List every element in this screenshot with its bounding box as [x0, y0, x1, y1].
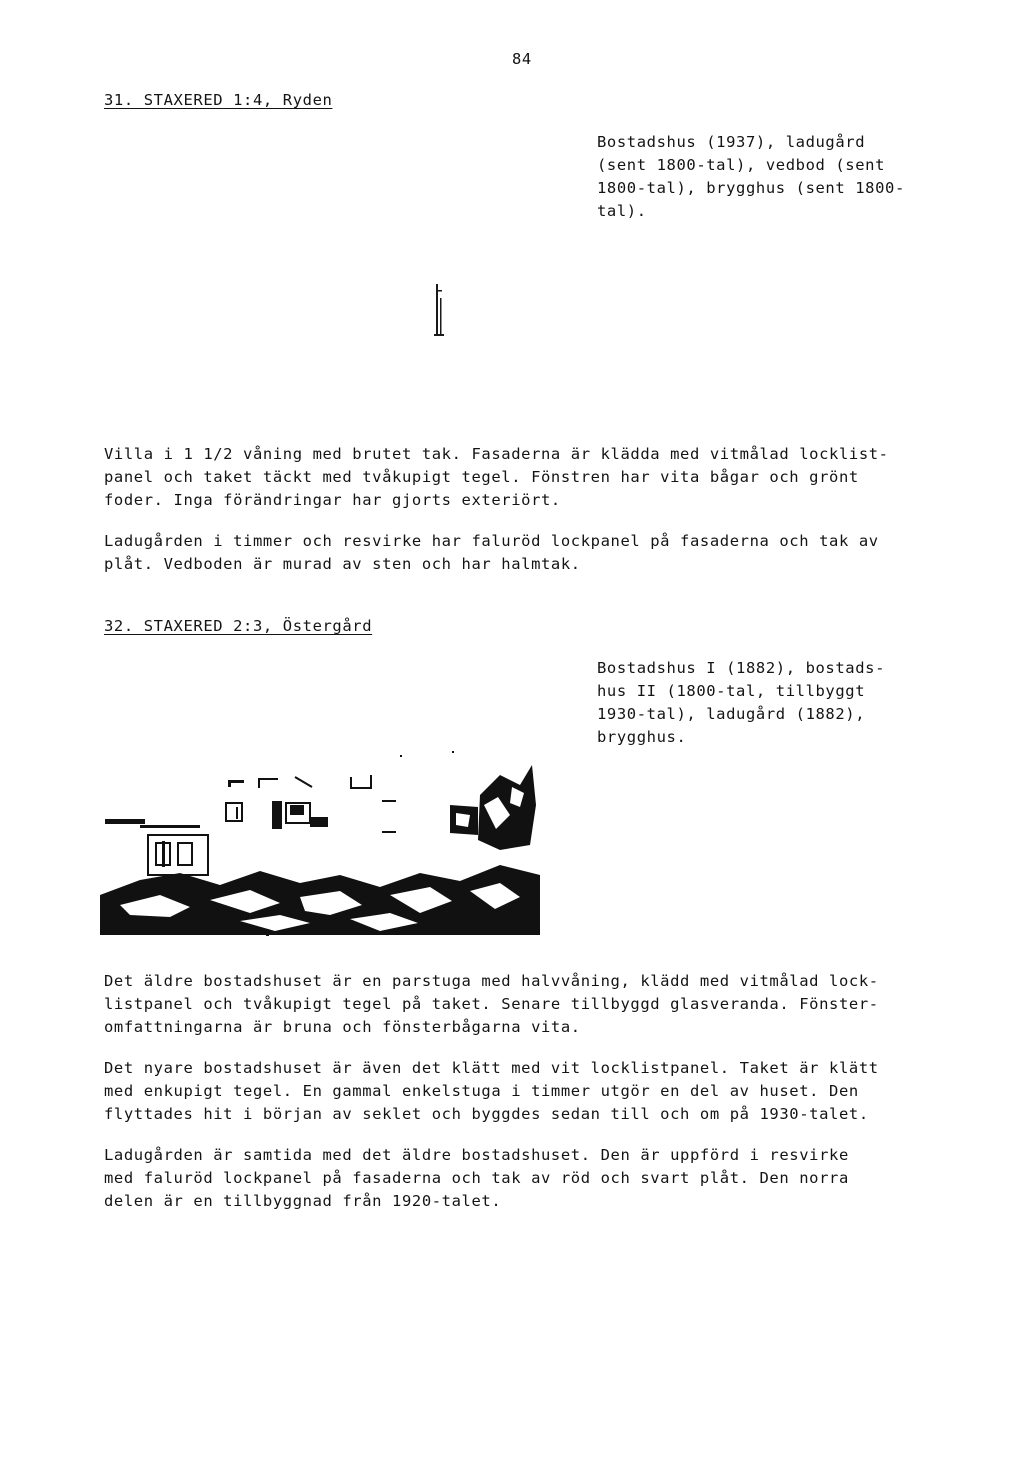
- farmstead-photo: [100, 745, 540, 945]
- summary-line: (sent 1800-tal), vedbod (sent: [597, 156, 886, 174]
- text-line: delen är en tillbyggnad från 1920-talet.: [104, 1192, 502, 1210]
- text-line: panel och taket täckt med tvåkupigt tegel. Fönstren har vita bågar och grönt: [104, 468, 859, 486]
- summary-line: Bostadshus (1937), ladugård: [597, 133, 866, 151]
- photo-entry-31: [380, 260, 500, 370]
- summary-line: tal).: [597, 202, 647, 220]
- text-line: foder. Inga förändringar har gjorts exteriört.: [104, 491, 561, 509]
- entry-31-heading: 31. STAXERED 1:4, Ryden: [104, 91, 333, 109]
- photo-entry-32: [100, 745, 540, 945]
- summary-line: hus II (1800-tal, tillbyggt: [597, 682, 866, 700]
- page-number: 84: [512, 50, 532, 68]
- text-line: listpanel och tvåkupigt tegel på taket. Senare tillbyggd glasveranda. Fönster-: [104, 995, 879, 1013]
- photo-remnant-marks: [380, 260, 500, 370]
- text-line: Det nyare bostadshuset är även det klätt med vit locklistpanel. Taket är klätt: [104, 1059, 879, 1077]
- text-line: Villa i 1 1/2 våning med brutet tak. Fasaderna är klädda med vitmålad locklist-: [104, 445, 889, 463]
- text-line: flyttades hit i början av seklet och byggdes sedan till och om på 1930-talet.: [104, 1105, 869, 1123]
- text-line: Ladugården är samtida med det äldre bostadshuset. Den är uppförd i resvirke: [104, 1146, 849, 1164]
- summary-line: 1930-tal), ladugård (1882),: [597, 705, 866, 723]
- text-line: omfattningarna är bruna och fönsterbågarna vita.: [104, 1018, 581, 1036]
- text-line: plåt. Vedboden är murad av sten och har halmtak.: [104, 555, 581, 573]
- summary-line: 1800-tal), brygghus (sent 1800-: [597, 179, 905, 197]
- text-line: med faluröd lockpanel på fasaderna och tak av röd och svart plåt. Den norra: [104, 1169, 849, 1187]
- text-line: Ladugården i timmer och resvirke har faluröd lockpanel på fasaderna och tak av: [104, 532, 879, 550]
- summary-line: Bostadshus I (1882), bostads-: [597, 659, 886, 677]
- entry-32-heading: 32. STAXERED 2:3, Östergård: [104, 617, 373, 635]
- text-line: med enkupigt tegel. En gammal enkelstuga i timmer utgör en del av huset. Den: [104, 1082, 859, 1100]
- text-line: Det äldre bostadshuset är en parstuga med halvvåning, klädd med vitmålad lock-: [104, 972, 879, 990]
- summary-line: brygghus.: [597, 728, 687, 746]
